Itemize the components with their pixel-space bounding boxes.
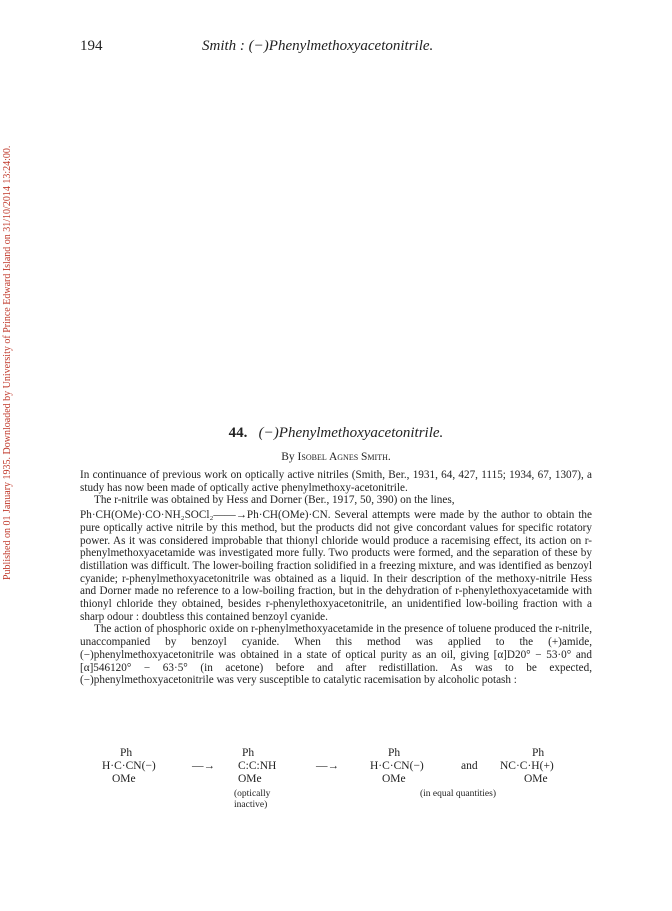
article-title [0,425,672,442]
page-header [80,38,590,58]
s4-mid: NC·C·H(+) [500,760,554,772]
paragraph-2-intro: The r-nitrile was obtained by Hess and Dorner (Ber., 1917, 50, 390) on the lines, [94,494,455,507]
s3-top: Ph [388,747,401,759]
s2-top: Ph [242,747,255,759]
paragraph-2 [80,509,592,623]
paragraph-3: The action of phosphoric oxide on r-phenylmethoxyacetamide in the presence of toluene produced the r-nitrile, unaccompanied by benzoyl cyanide. When this method was applied to the (+)amide, (−)phenylmethoxyacetonitrile was obtained in a state of optical purity as an oil, giving [α]D20° − 53·0° and [α]546120° − 63·5° (in acetone) before and after redistillation. As was to be expected, (−)phenylmethoxyacetonitrile was very susceptible to catalytic racemisation by alcoholic potash : [80,623,592,687]
sidebar-text: Published on 01 January 1935. Downloaded by University of Prince Edward Island on 31/10/2014 13:24:00. [2,145,13,580]
reagent-label: SOCl₂ [184,509,214,522]
article-number: 44. [228,425,248,441]
s3-mid: H·C·CN(−) [370,760,424,772]
equal-quantities-note: (in equal quantities) [420,789,496,799]
and-word: and [461,760,478,772]
author-prefix: By [281,451,295,463]
equation-right: Ph·CH(OMe)·CN. [246,509,331,522]
equation-left: Ph·CH(OMe)·CO·NH₂ [80,509,185,522]
s2-note-2: inactive) [234,800,268,810]
author-line [0,451,672,463]
article-name: (−)Phenylmethoxyacetonitrile. [258,425,444,441]
s4-top: Ph [532,747,545,759]
s1-mid: H·C·CN(−) [102,760,156,772]
paragraph-2-text: Several attempts were made by the author to obtain the pure optically active nitrile by this method, but the products did not give concordant values for specific rotatory power. As it was considered improbable that thionyl chloride would produce a racemising effect, its action on r-phenylmethoxyacetamide was investigated more fully. Two products were formed, and the separation of these by distillation was difficult. The lower-boiling fraction solidified in a freezing mixture, and was identified as benzoyl cyanide; r-phenylmethoxyacetonitrile was obtained as a liquid. In their description of the methoxy-nitrile Hess and Dorner made no reference to a low-boiling fraction, but in the dehydration of r-phenylethoxyacetamide with thionyl chloride they obtained, besides r-phenylethoxyacetonitrile, an unidentified low-boiling fraction with a sharp odour : doubtless this contained benzoyl cyanide. [80,509,592,623]
paragraph-1: In continuance of previous work on optically active nitriles (Smith, Ber., 1931, 64, 427, 1115; 1934, 67, 1307), a study has now been made of optically active phenylmethoxy-acetonitrile. [80,469,592,494]
s4-bot: OMe [524,773,548,785]
arrow-1: —→ [192,760,215,772]
page-number: 194 [80,38,103,54]
arrow-2: —→ [316,760,339,772]
s1-bot: OMe [112,773,136,785]
s2-mid: C:C:NH [238,760,277,772]
s2-bot: OMe [238,773,262,785]
author-name: Isobel Agnes Smith. [297,451,391,463]
article-body [80,469,592,687]
reaction-arrow [185,509,247,521]
running-title: Smith : (−)Phenylmethoxyacetonitrile. [202,38,434,54]
publication-sidebar-note [2,100,16,580]
s1-top: Ph [120,747,133,759]
reaction-scheme [80,747,600,837]
s2-note-1: (optically [234,789,271,799]
arrow-glyph: ——→ [213,509,247,522]
s3-bot: OMe [382,773,406,785]
